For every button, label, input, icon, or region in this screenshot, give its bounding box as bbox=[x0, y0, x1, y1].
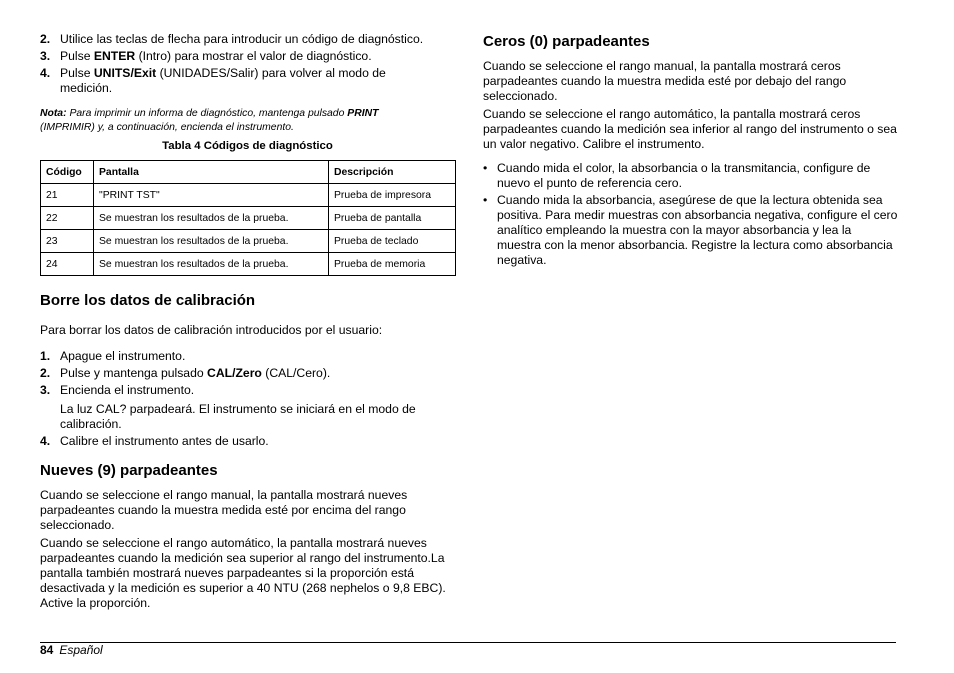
footer-divider bbox=[40, 642, 896, 643]
step-number: 3. bbox=[40, 383, 51, 397]
step-key: ENTER bbox=[93, 49, 136, 63]
note-label: Nota: bbox=[40, 108, 67, 119]
step-3 bbox=[40, 49, 455, 64]
borre-step-4 bbox=[40, 434, 455, 449]
step-number: 1. bbox=[40, 349, 51, 363]
table-row bbox=[41, 253, 456, 276]
step-text: Calibre el instrumento antes de usarlo. bbox=[60, 434, 269, 448]
table-caption: Tabla 4 Códigos de diagnóstico bbox=[162, 140, 333, 152]
section-title-borre: Borre los datos de calibración bbox=[40, 292, 256, 309]
step-text: Apague el instrumento. bbox=[60, 349, 186, 363]
step-number: 2. bbox=[40, 32, 51, 46]
cell-description: Prueba de impresora bbox=[329, 184, 456, 207]
table-row bbox=[41, 230, 456, 253]
step-2 bbox=[40, 32, 455, 47]
bullet-text: Cuando mida el color, la absorbancia o la transmitancia, configure de nuevo el punto de referencia cero. bbox=[497, 161, 871, 190]
header-display: Pantalla bbox=[94, 161, 329, 184]
cell-code: 23 bbox=[41, 230, 94, 253]
bullet-item bbox=[483, 161, 898, 191]
header-description: Descripción bbox=[329, 161, 456, 184]
bullet-marker: • bbox=[483, 161, 488, 175]
table-row bbox=[41, 184, 456, 207]
ceros-paragraph-2: Cuando se seleccione el rango automático, la pantalla mostrará ceros parpadeantes cuando la medición sea inferior al rango del instrumento o sea un valor negativo. Calibre el instrumento. bbox=[483, 107, 897, 151]
cell-code: 21 bbox=[41, 184, 94, 207]
steps-top bbox=[40, 32, 455, 96]
cell-display: Se muestran los resultados de la prueba. bbox=[94, 207, 329, 230]
cell-code: 24 bbox=[41, 253, 94, 276]
bullet-item bbox=[483, 193, 898, 268]
step-number: 2. bbox=[40, 366, 51, 380]
section-title-nueves: Nueves (9) parpadeantes bbox=[40, 462, 218, 479]
nueves-paragraph-1: Cuando se seleccione el rango manual, la pantalla mostrará nueves parpadeantes cuando la muestra medida esté por encima del rango seleccionado. bbox=[40, 488, 408, 532]
cell-display: "PRINT TST" bbox=[94, 184, 329, 207]
step-text-end: (UNIDADES/Salir) para volver al modo de medición. bbox=[60, 66, 386, 95]
step-key: UNITS/Exit bbox=[93, 66, 157, 80]
borre-step-3-note bbox=[40, 402, 455, 432]
note-text-end: (IMPRIMIR) y, a continuación, encienda el instrumento. bbox=[40, 121, 294, 133]
step-text: Pulse y mantenga pulsado bbox=[60, 366, 208, 380]
table-row bbox=[41, 207, 456, 230]
diagnostic-codes-table bbox=[40, 160, 456, 276]
borre-step-2 bbox=[40, 366, 455, 381]
step-text: Pulse bbox=[60, 66, 94, 80]
ceros-paragraph-1: Cuando se seleccione el rango manual, la pantalla mostrará ceros parpadeantes cuando la muestra medida esté por debajo del rango seleccionado. bbox=[483, 59, 847, 103]
step-text: Pulse bbox=[60, 49, 94, 63]
step-key: CAL/Zero bbox=[207, 366, 262, 380]
nueves-paragraph-2: Cuando se seleccione el rango automático, la pantalla mostrará nueves parpadeantes cuando la medición sea superior al rango del instrumento.La pantalla también mostrará nueves parpadeantes si la proporción está desactivada y la medición es superior a 40 NTU (268 nephelos o 9,8 EBC). Active la proporción. bbox=[40, 536, 446, 610]
step-4 bbox=[40, 66, 455, 96]
borre-steps bbox=[40, 349, 455, 449]
bullet-text: Cuando mida la absorbancia, asegúrese de que la lectura obtenida sea positiva. Para medir muestras con absorbancia negativa, configure el cero analítico empleando la muestra con la mayor absorbancia y lea la muestra con la menor absorbancia. Registre la lectura como absorbancia negativa. bbox=[497, 193, 898, 267]
page-footer bbox=[40, 643, 103, 658]
borre-intro: Para borrar los datos de calibración introducidos por el usuario: bbox=[40, 323, 383, 337]
step-text-end: (Intro) para mostrar el valor de diagnóstico. bbox=[135, 49, 372, 63]
step-note-text: La luz CAL? parpadeará. El instrumento se iniciará en el modo de calibración. bbox=[60, 402, 416, 431]
note bbox=[40, 107, 430, 134]
bullet-marker: • bbox=[483, 193, 488, 207]
cell-code: 22 bbox=[41, 207, 94, 230]
cell-display: Se muestran los resultados de la prueba. bbox=[94, 230, 329, 253]
cell-display: Se muestran los resultados de la prueba. bbox=[94, 253, 329, 276]
step-text: Encienda el instrumento. bbox=[60, 383, 195, 397]
step-number: 4. bbox=[40, 66, 51, 80]
cell-description: Prueba de memoria bbox=[329, 253, 456, 276]
footer-language: Español bbox=[59, 643, 103, 657]
note-key: PRINT bbox=[347, 108, 379, 119]
note-text: Para imprimir un informa de diagnóstico, mantenga pulsado bbox=[66, 108, 348, 119]
cell-description: Prueba de teclado bbox=[329, 230, 456, 253]
ceros-bullets bbox=[483, 161, 898, 268]
header-code: Código bbox=[41, 161, 94, 184]
cell-description: Prueba de pantalla bbox=[329, 207, 456, 230]
table-header-row bbox=[41, 161, 456, 184]
step-text-end: (CAL/Cero). bbox=[261, 366, 331, 380]
step-text: Utilice las teclas de flecha para introducir un código de diagnóstico. bbox=[60, 32, 424, 46]
step-number: 4. bbox=[40, 434, 51, 448]
page-number: 84 bbox=[40, 643, 54, 657]
section-title-ceros: Ceros (0) parpadeantes bbox=[483, 33, 650, 50]
borre-step-1 bbox=[40, 349, 455, 364]
borre-step-3 bbox=[40, 383, 455, 398]
step-number: 3. bbox=[40, 49, 51, 63]
